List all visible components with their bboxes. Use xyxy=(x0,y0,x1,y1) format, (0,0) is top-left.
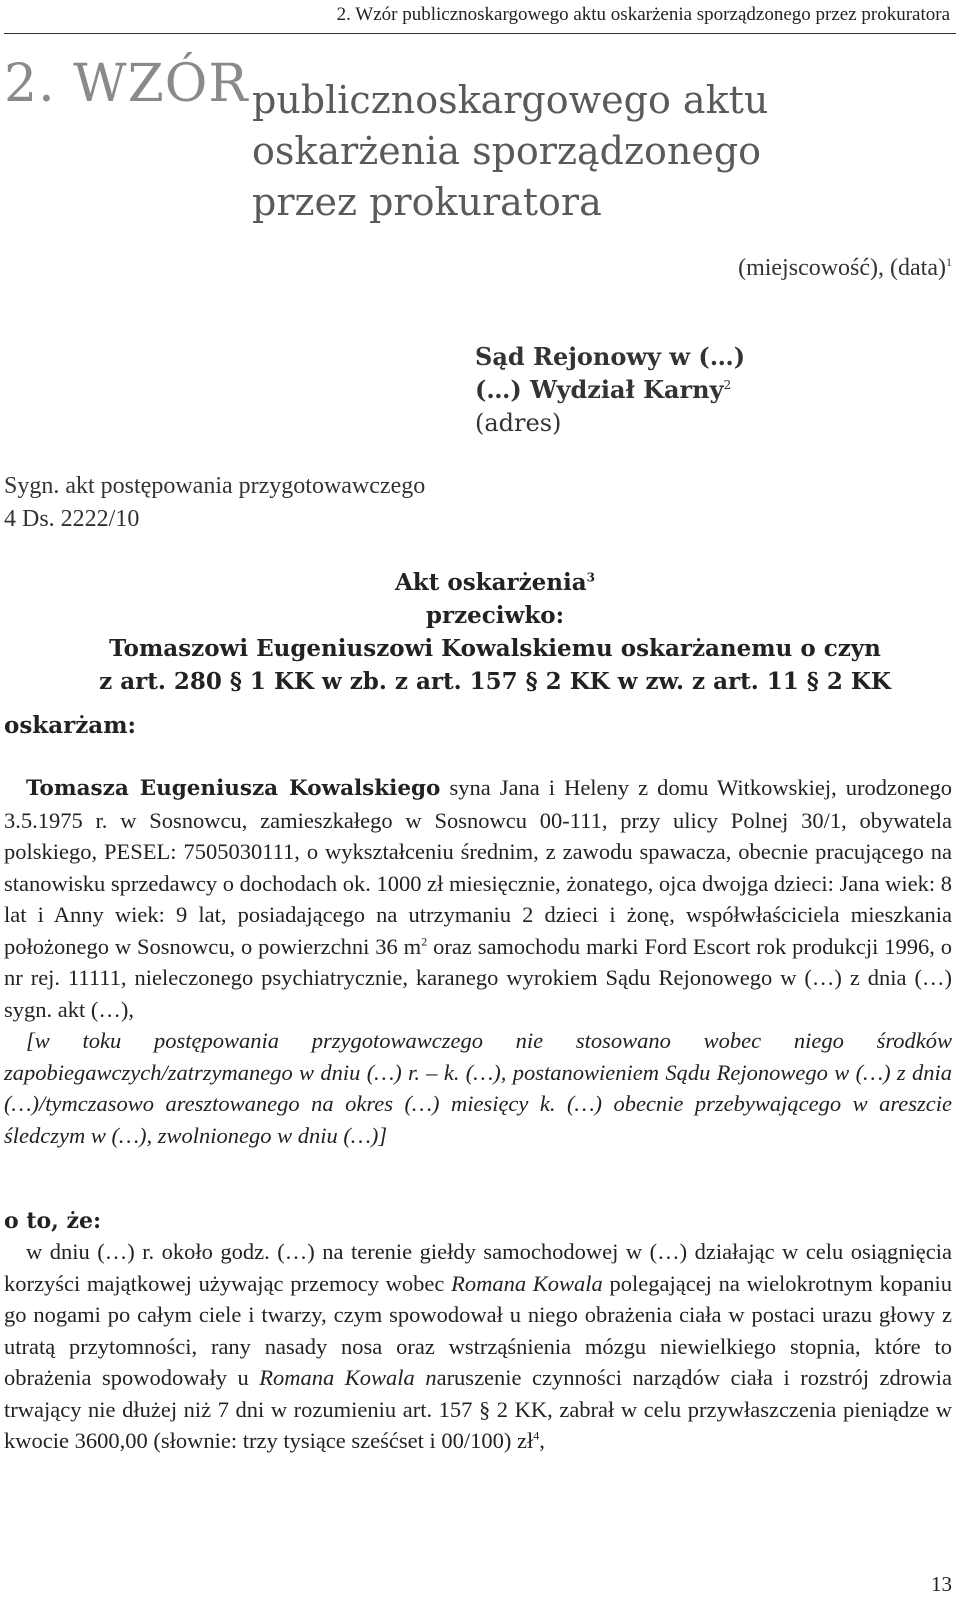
defendant-name: Tomasza Eugeniusza Kowalskiego xyxy=(26,776,441,801)
footnote-ref-4: 4 xyxy=(533,1428,540,1443)
indictment-against: przeciwko: xyxy=(425,602,565,629)
defendant-paragraph xyxy=(4,772,952,1151)
footnote-ref-2: 2 xyxy=(723,378,732,392)
court-name: Sąd Rejonowy w (…) xyxy=(475,342,746,371)
that-label: o to, że: xyxy=(4,1208,102,1234)
court-address: (adres) xyxy=(475,409,562,437)
charge-text-1: w dniu (…) r. około godz. (…) na terenie giełdy samochodowej w (…) działając w celu osiągnięcia korzyści majątkowej używając przemocy wobec xyxy=(4,1239,952,1296)
custody-status: [w toku postępowania przygotowawczego nie stosowano wobec niego środków zapobiegawczych/zatrzymanego w dniu (…) r. – k. (…), postanowieniem Sądu Rejonowego w (…) z dnia (…)/tymczasowo aresztowanego na okres (…) miesięcy k. (…) obecnie przebywającego w areszcie śledczym w (…), zwolnionego w dniu (…)] xyxy=(4,1028,952,1148)
case-signature-number: 4 Ds. 2222/10 xyxy=(4,506,140,532)
footnote-ref-1: 1 xyxy=(946,255,952,269)
charge-paragraph xyxy=(4,1236,952,1457)
charge-text-2: polegającej na wielokrotnym kopaniu go nogami po całym ciele i twarzy, czym spowodował u niego obrażenia ciała w postaci urazu głowy z utratą przytomności, rany nasady nosa oraz wstrząśnienia mózgu niewielkiego stopnia, które to obrażenia spowodowały u xyxy=(4,1270,952,1390)
case-signature-label: Sygn. akt postępowania przygotowawczego xyxy=(4,473,426,499)
indictment-defendant-line: Tomaszowi Eugeniuszowi Kowalskiemu oskarżanemu o czyn xyxy=(109,635,881,662)
place-date-text: (miejscowość), (data) xyxy=(738,255,946,281)
accuse-label: oskarżam: xyxy=(4,712,137,739)
footnote-ref-3: 3 xyxy=(586,570,596,585)
indictment-legal-basis: z art. 280 § 1 KK w zb. z art. 157 § 2 KK w zw. z art. 11 § 2 KK xyxy=(99,668,891,695)
defendant-details: syna Jana i Heleny z domu Witkowskiej, urodzonego 3.5.1975 r. w Sosnowcu, zamieszkałego w Sosnowcu 00-111, przy ulicy Polnej 30/1, obywatela polskiego, PESEL: 7505030111, o wykształceniu średnim, z zawodu spawacza, obecnie pracującego na stanowisku sprzedawcy o dochodach ok. 1000 zł miesięcznie, żonatego, ojca dwojga dzieci: Jana wiek: 8 lat i Anny wiek: 9 lat, posiadającego na utrzymaniu 2 dzieci i żonę, współwłaściciela mieszkania położonego w Sosnowcu, o powierzchni 36 m xyxy=(4,775,952,959)
court-division: (…) Wydział Karny xyxy=(475,375,724,404)
court-address-block xyxy=(475,340,745,440)
defendant-details-cont: oraz samochodu marki Ford Escort rok produkcji 1996, o nr rej. 11111, nieleczonego psychiatrycznie, karanego wyrokiem Sądu Rejonowego w (…) z dnia (…) sygn. akt (…), xyxy=(4,933,953,1022)
court-division-line xyxy=(475,373,745,407)
victim-name-2: Romana Kowala n xyxy=(259,1365,437,1390)
indictment-heading xyxy=(90,566,900,698)
indictment-title-line xyxy=(90,566,900,599)
section-title: publicznoskargowego aktu oskarżenia sporządzonego przez prokuratora xyxy=(252,78,769,224)
indictment-title: Akt oskarżenia xyxy=(394,569,587,596)
charge-text-3: aruszenie czynności narządów ciała i rozstrój zdrowia trwający nie dłużej niż 7 dni w rozumieniu art. 157 § 2 KK, zabrał w celu przywłaszczenia pieniądze w kwocie 3600,00 (słownie: trzy tysiące sześćset i 00/100) zł xyxy=(4,1365,952,1453)
header-divider xyxy=(4,33,956,34)
area-superscript: 2 xyxy=(421,934,428,948)
page-number: 13 xyxy=(931,1572,952,1596)
victim-name: Romana Kowala xyxy=(451,1270,603,1296)
case-signature xyxy=(4,470,425,536)
running-header: 2. Wzór publicznoskargowego aktu oskarżenia sporządzonego przez prokuratora xyxy=(336,4,950,25)
section-number: 2. WZÓR xyxy=(4,54,249,114)
place-date xyxy=(738,255,952,282)
charge-end: , xyxy=(539,1428,545,1453)
